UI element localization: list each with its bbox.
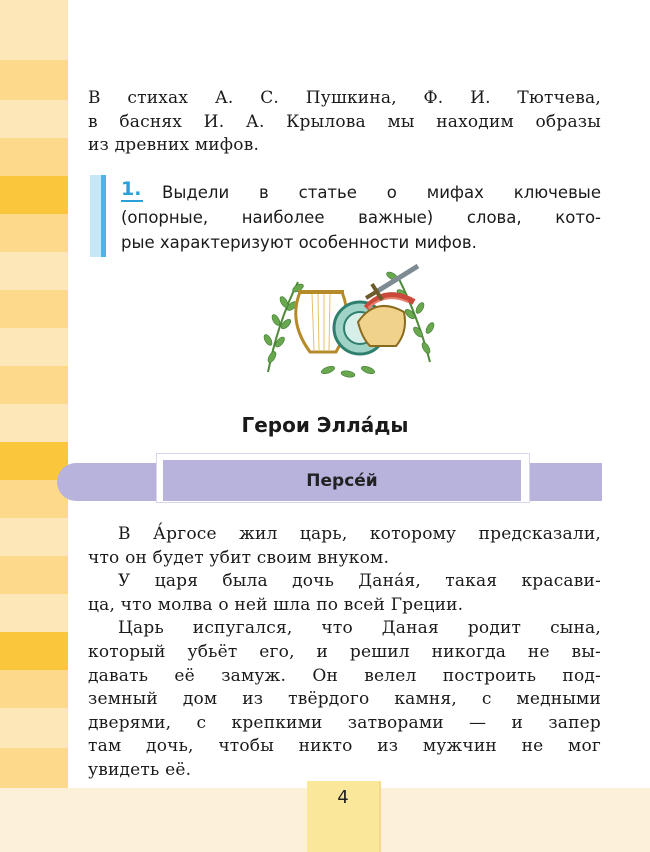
task-line: Выдели в статье о мифах ключевые [162,183,601,202]
page-number-box [307,781,379,852]
subtitle-plate [163,460,521,501]
intro-line: В стихах А. С. Пушкина, Ф. И. Тютчева, [88,88,601,108]
intro-line: из древних мифов. [88,135,260,156]
story-line: У царя была дочь Дана́я, такая красави- [118,571,601,592]
task-line: рые характеризуют особенности мифов. [121,233,477,252]
story-line: что он будет убит своим внуком. [88,547,390,568]
intro-line: в баснях И. А. Крылова мы находим образы [88,111,601,132]
story-line: давать её замуж. Он велел построить под- [88,665,601,686]
story-line: ца, что молва о ней шла по всей Греции. [88,594,464,615]
section-title: Герои Элла́ды [241,413,409,437]
story-text [88,523,601,783]
task-number: 1. [121,178,142,200]
story-line: В А́ргосе жил царь, которому предсказали, [118,524,601,544]
page-number: 4 [337,787,349,808]
story-line: дверями, с крепкими затворами — и запер [88,712,601,733]
story-line: Царь испугался, что Даная родит сына, [118,618,601,639]
intro-paragraph [88,87,601,158]
story-line: увидеть её. [88,759,192,780]
task-text [121,180,601,255]
subtitle-text: Персе́й [306,470,378,491]
story-line: там дочь, чтобы никто из мужчин не мог [88,736,601,757]
story-line: который убьёт его, и решил никогда не вы- [88,641,601,662]
task-line: (опорные, наиболее важные) слова, кото- [121,208,601,227]
story-line: земный дом из твёрдого камня, с медными [88,689,601,710]
task-marker-accent [101,175,106,257]
lyre-helmet-sword-laurel-icon [258,262,438,382]
